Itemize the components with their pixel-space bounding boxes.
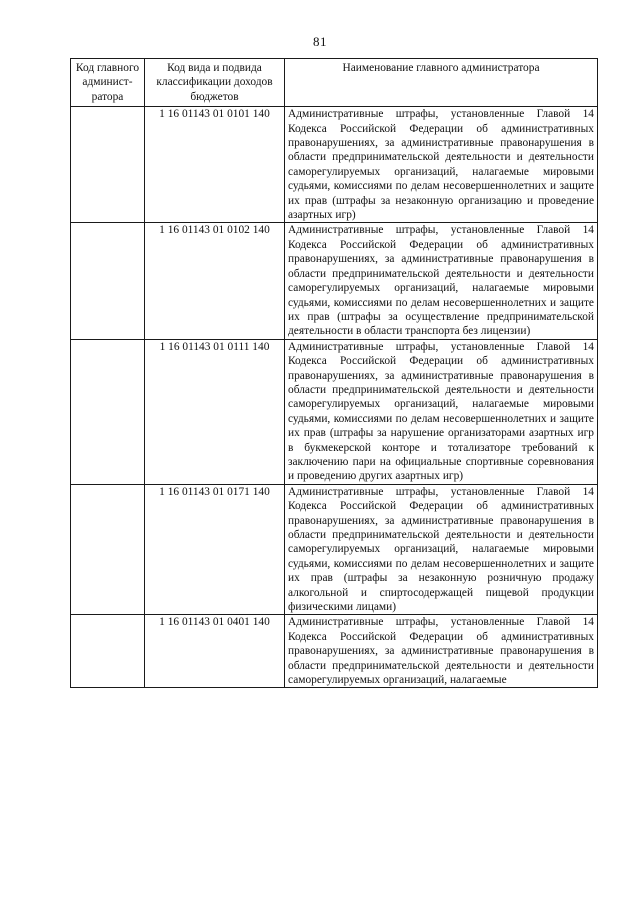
table-row [71,484,598,615]
admin-code-cell [71,615,145,688]
table-header-row [71,59,598,107]
table-row [71,107,598,223]
header-income-code: Код вида и подвида классификации доходов бюджетов [145,59,285,107]
income-codes-table [70,58,598,688]
header-admin-name: Наименование главного администратора [285,59,598,107]
table-row [71,615,598,688]
header-admin-code: Код главного админист-ратора [71,59,145,107]
income-code-cell: 1 16 01143 01 0401 140 [145,615,285,688]
admin-code-cell [71,339,145,484]
table-row [71,223,598,339]
income-code-cell: 1 16 01143 01 0171 140 [145,484,285,615]
table-row [71,339,598,484]
page-number: 81 [313,34,327,49]
admin-name-cell: Административные штрафы, установленные Главой 14 Кодекса Российской Федерации об административных правонарушениях, за административные правонарушения в области предпринимательской деятельности и деятельности саморегулируемых организаций, налагаемые [285,615,598,688]
admin-code-cell [71,223,145,339]
admin-name-cell: Административные штрафы, установленные Главой 14 Кодекса Российской Федерации об административных правонарушениях, за административные правонарушения в области предпринимательской деятельности и деятельности саморегулируемых организаций, налагаемые мировыми судьями, комиссиями по делам несовершеннолетних и защите их прав (штрафы за нарушение организаторами азартных игр в букмекерской конторе и тотализаторе требований к заключению пари на официальные спортивные соревнования и проведению других азартных игр) [285,339,598,484]
income-code-cell: 1 16 01143 01 0102 140 [145,223,285,339]
admin-name-cell: Административные штрафы, установленные Главой 14 Кодекса Российской Федерации об административных правонарушениях, за административные правонарушения в области предпринимательской деятельности и деятельности саморегулируемых организаций, налагаемые мировыми судьями, комиссиями по делам несовершеннолетних и защите их прав (штрафы за осуществление предпринимательской деятельности в области транспорта без лицензии) [285,223,598,339]
admin-name-cell: Административные штрафы, установленные Главой 14 Кодекса Российской Федерации об административных правонарушениях, за административные правонарушения в области предпринимательской деятельности и деятельности саморегулируемых организаций, налагаемые мировыми судьями, комиссиями по делам несовершеннолетних и защите их прав (штрафы за незаконную организацию и проведение азартных игр) [285,107,598,223]
admin-name-cell: Административные штрафы, установленные Главой 14 Кодекса Российской Федерации об административных правонарушениях, за административные правонарушения в области предпринимательской деятельности и деятельности саморегулируемых организаций, налагаемые мировыми судьями, комиссиями по делам несовершеннолетних и защите их прав (штрафы за незаконную розничную продажу алкогольной и спиртосодержащей пищевой продукции физическими лицами) [285,484,598,615]
admin-code-cell [71,107,145,223]
admin-code-cell [71,484,145,615]
income-code-cell: 1 16 01143 01 0101 140 [145,107,285,223]
income-code-cell: 1 16 01143 01 0111 140 [145,339,285,484]
